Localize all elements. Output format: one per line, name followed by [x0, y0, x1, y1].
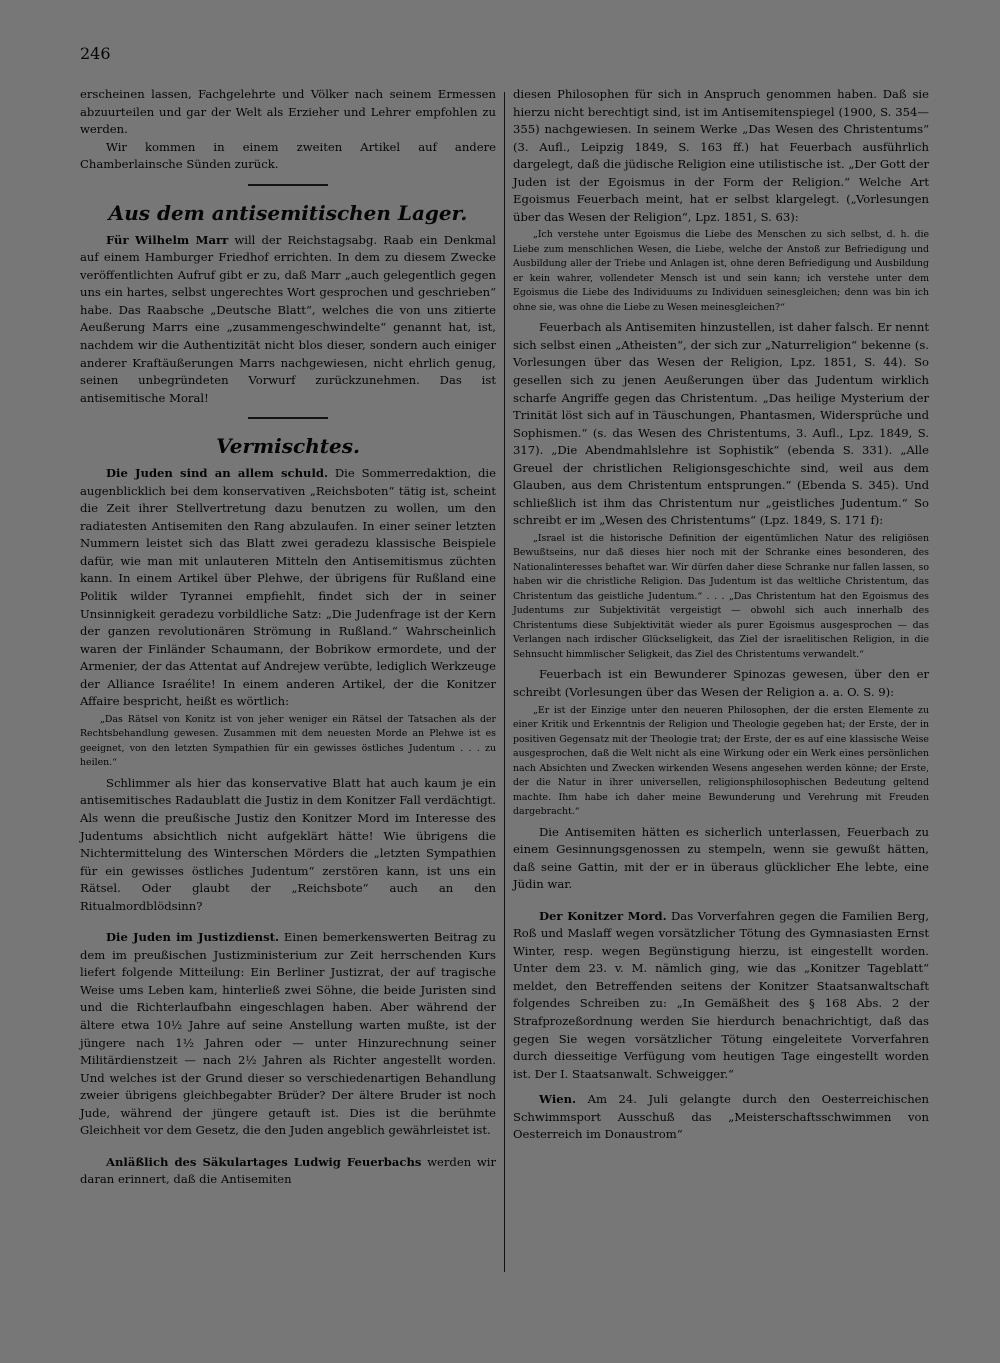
section-divider — [248, 417, 328, 419]
article-text: Am 24. Juli gelangte durch den Oesterreichischen Schwimmsport Ausschuß das „Meisterschaftsschwimmen von Oesterreich im Donaustrom“ — [513, 1092, 929, 1142]
paragraph: Schlimmer als hier das konservative Blatt hat auch kaum je ein antisemitisches Radaublatt die Justiz in dem Konitzer Fall verdächtigt. Als wenn die preußische Justiz den Konitzer Mord im Interesse des Judentums absichtlich nicht aufgeklärt hätte! Wie übrigens die Nichtermittelung des Winterschen Mörders die „letzten Sympathien für ein gewisses östliches Judentum“ zerstören kann, ist uns ein Rätsel. Oder glaubt der „Reichsbote“ auch an den Ritualmordblödsinn? — [80, 775, 496, 913]
block-quote: „Er ist der Einzige unter den neueren Philosophen, der die ersten Elemente zu einer Kritik und Erkenntnis der Religion und Theologie gegeben hat; der Erste, der in positiven Gegensatz mit der Theologie trat; der Erste, der es auf eine klassische Weise ausgesprochen, daß die Welt nicht als eine Wirkung oder ein Werk eines persönlichen nach Absichten und Zwecken wirkenden Wesens angesehen werden könne; der Erste, der die Natur in ihrer universellen, religionsphilosophischen Bedeutung geltend machte. Ihm habe ich daher meine Bewunderung und Verehrung mit Freuden dargebracht.“ — [513, 704, 929, 818]
paragraph: diesen Philosophen für sich in Anspruch genommen haben. Daß sie hierzu nicht berechtigt sind, ist im Antisemitenspiegel (1900, S. 354—355) nachgewiesen. In seinem Werke „Das Wesen des Christentums“ (3. Aufl., Leipzig 1849, S. 163 ff.) hat Feuerbach ausführlich dargelegt, daß die jüdische Religion eine utilistische ist. „Der Gott der Juden ist der Egoismus in der Form der Religion.“ Welche Art Egoismus Feuerbach meint, hat er selbst klargelegt. („Vorlesungen über das Wesen der Religion“, Lpz. 1851, S. 63): — [513, 87, 929, 224]
article-text: Das Vorverfahren gegen die Familien Berg, Roß und Maslaff wegen vorsätzlicher Tötung des Gymnasiasten Ernst Winter, resp. wegen Begünstigung hierzu, ist eingestellt worden. Unter dem 23. v. M. nämlich ging, wie das „Konitzer Tageblatt“ meldet, den Betreffenden seitens der Konitzer Staatsanwaltschaft folgendes Schreiben zu: „In Gemäßheit des § 168 Abs. 2 der Strafprozeßordnung werden Sie hierdurch benachrichtigt, daß das gegen Sie wegen vorsätzlicher Tötung eingeleitete Vorverfahren durch diesseitige Verfügung vom heutigen Tage eingestellt worden ist. Der I. Staatsanwalt. Schweigger.“ — [513, 908, 929, 1081]
left-column — [80, 86, 496, 1189]
article-lead: Anläßlich des Säkulartages Ludwig Feuerbachs — [106, 1154, 422, 1169]
article-lead: Die Juden sind an allem schuld. — [106, 466, 329, 481]
block-quote: „Ich verstehe unter Egoismus die Liebe des Menschen zu sich selbst, d. h. die Liebe zum menschlichen Wesen, die Liebe, welche der Anstoß zur Befriedigung und Ausbildung aller der Triebe und Anlagen ist, ohne deren Befriedigung und Ausbildung er kein wahrer, vollendeter Mensch ist und sein kann; ich verstehe unter dem Egoismus die Liebe des Individuums zu Individuen seinesgleichen; denn was bin ich ohne sie, was ohne die Liebe zu Wesen meinesgleichen?“ — [513, 229, 929, 313]
paragraph: Feuerbach ist ein Bewunderer Spinozas gewesen, über den er schreibt (Vorlesungen über das Wesen der Religion a. a. O. S. 9): — [513, 667, 929, 699]
right-column — [513, 86, 929, 1144]
article-lead: Für Wilhelm Marr — [106, 232, 229, 247]
paragraph: Feuerbach als Antisemiten hinzustellen, ist daher falsch. Er nennt sich selbst einen „Atheisten“, der sich zur „Naturreligion“ bekenne (s. Vorlesungen über das Wesen der Religion, Lpz. 1851, S. 44). So gesellen sich zu jenen Aeußerungen über das Judentum wirklich scharfe Angriffe gegen das Christentum. „Das heilige Mysterium der Trinität löst sich auf in Täuschungen, Phantasmen, Widersprüche und Sophismen.“ (s. das Wesen des Christentums, 3. Aufl., Lpz. 1849, S. 317). „Die Abendmahlslehre ist Sophistik“ (ebenda S. 331). „Alle Greuel der christlichen Religionsgeschichte sind, weil aus dem Glauben, aus dem Christentum entsprungen.“ (Ebenda S. 345). Und schließlich ist ihm das Christentum nur „geistliches Judentum.“ So schreibt er im „Wesen des Christentums“ (Lpz. 1849, S. 171 f): — [513, 320, 929, 528]
paragraph: erscheinen lassen, Fachgelehrte und Völker nach seinem Ermessen abzuurteilen und gar der Welt als Erzieher und Lehrer empfohlen zu werden. — [80, 87, 496, 137]
article-saekular — [80, 1154, 496, 1189]
page-number: 246 — [80, 44, 111, 63]
article-lead: Der Konitzer Mord. — [539, 908, 667, 923]
block-quote: „Israel ist die historische Definition der eigentümlichen Natur des religiösen Bewußtseins, nur daß dieses hier noch mit der Schranke eines besonderen, des Nationalinteresses behaftet war. Wir dürfen daher diese Schranke nur fallen lassen, so haben wir die christliche Religion. Das Judentum ist das weltliche Christentum, das Christentum das geistliche Judentum.“ . . . „Das Christentum hat den Egoismus des Judentums zur Subjektivität vergeistigt — obwohl sich auch innerhalb des Christentums diese Subjektivität wieder als purer Egoismus ausgesprochen — das Verlangen nach irdischer Glückseligkeit, das Ziel der israelitischen Religion, in die Sehnsucht himmlischer Seligkeit, das Ziel des Christentums verwandelt.“ — [513, 532, 929, 660]
article-wien — [513, 1091, 929, 1144]
article-lead: Wien. — [539, 1092, 577, 1107]
article-text: Einen bemerkenswerten Beitrag zu dem im preußischen Justizministerium zur Zeit herrschenden Kurs liefert folgende Mitteilung: Ein Berliner Justizrat, der auf tragische Weise ums Leben kam, hinterließ zwei Söhne, die beide Juristen sind und die Richterlaufbahn eingeschlagen haben. Aber während der ältere etwa 10½ Jahre auf seine Anstellung warten mußte, ist der jüngere nach 1½ Jahren oder — unter Hinzurechnung seiner Militärdienstzeit — nach 2½ Jahren als Richter angestellt worden. Und welches ist der Grund dieser so verschiedenartigen Behandlung zweier übrigens gleichbegabter Brüder? Der ältere Bruder ist noch Jude, während der jüngere getauft ist. Dies ist die berühmte Gleichheit vor dem Gesetz, die den Juden angeblich gewährleistet ist. — [80, 930, 497, 1138]
section-divider — [248, 184, 328, 186]
article-konitz — [513, 908, 929, 1083]
article-text: Die Sommerredaktion, die augenblicklich bei dem konservativen „Reichsboten“ tätig ist, scheint die Zeit ihrer Stellvertretung dazu benutzen zu wollen, um den radiatesten Antisemiten den Rang abzulaufen. In einer seiner letzten Nummern leistet sich das Blatt zwei geradezu klassische Beispiele dafür, wie man mit unlauteren Mitteln den Antisemitismus züchten kann. In einem Artikel über Plehwe, der übrigens für Rußland eine Politik wilder Tyrannei empfiehlt, findet sich der in seiner Unsinnigkeit geradezu vorbildliche Satz: „Die Judenfrage ist der Kern der ganzen revolutionären Strömung in Rußland.“ Wahrscheinlich waren der Finländer Schaumann, der Bobrikow ermordete, und der Armenier, der das Attentat auf Andrejew verübte, lediglich Werkzeuge der Alliance Israélite! In einem anderen Artikel, der die Konitzer Affaire bespricht, heißt es wörtlich: — [80, 466, 496, 709]
paragraph: Die Antisemiten hätten es sicherlich unterlassen, Feuerbach zu einem Gesinnungsgenossen zu stempeln, wenn sie gewußt hätten, daß seine Gattin, mit der er in überaus glücklicher Ehe lebte, eine Jüdin war. — [513, 824, 929, 892]
article-text: werden wir daran erinnert, daß die Antisemiten — [80, 1154, 496, 1187]
section-title-miscellaneous: Vermischtes. — [216, 434, 360, 459]
section-title-antisemitic-camp: Aus dem antisemitischen Lager. — [108, 200, 468, 225]
article-schuld — [80, 465, 496, 711]
article-justiz — [80, 929, 496, 1140]
column-divider — [504, 92, 505, 1272]
block-quote: „Das Rätsel von Konitz ist von jeher weniger ein Rätsel der Tatsachen als der Rechtsbehandlung gewesen. Zusammen mit dem neuesten Morde an Plehwe ist es geeignet, von den letzten Sympathien für ein gewisses östliches Judentum . . . zu heilen.“ — [80, 713, 496, 769]
article-lead: Die Juden im Justizdienst. — [106, 930, 280, 945]
paragraph: Wir kommen in einem zweiten Artikel auf andere Chamberlainsche Sünden zurück. — [80, 139, 496, 172]
article-marr — [80, 232, 496, 407]
article-text: will der Reichstagsabg. Raab ein Denkmal auf einem Hamburger Friedhof errichten. In dem zu diesem Zwecke veröffentlichten Aufruf gibt er zu, daß Marr „auch gelegentlich gegen uns ein hartes, selbst ungerechtes Wort gesprochen und geschrieben“ habe. Das Raabsche „Deutsche Blatt“, welches die von uns zitierte Aeußerung Marrs eine „zusammengeschwindelte“ genannt hat, ist, nachdem wir die Authentizität nicht blos dieser, sondern auch einiger anderer Kraftäußerungen Marrs nachgewiesen, nicht ehrlich genug, seinen unbegründeten Vorwurf zurückzunehmen. Das ist antisemitische Moral! — [80, 232, 496, 405]
